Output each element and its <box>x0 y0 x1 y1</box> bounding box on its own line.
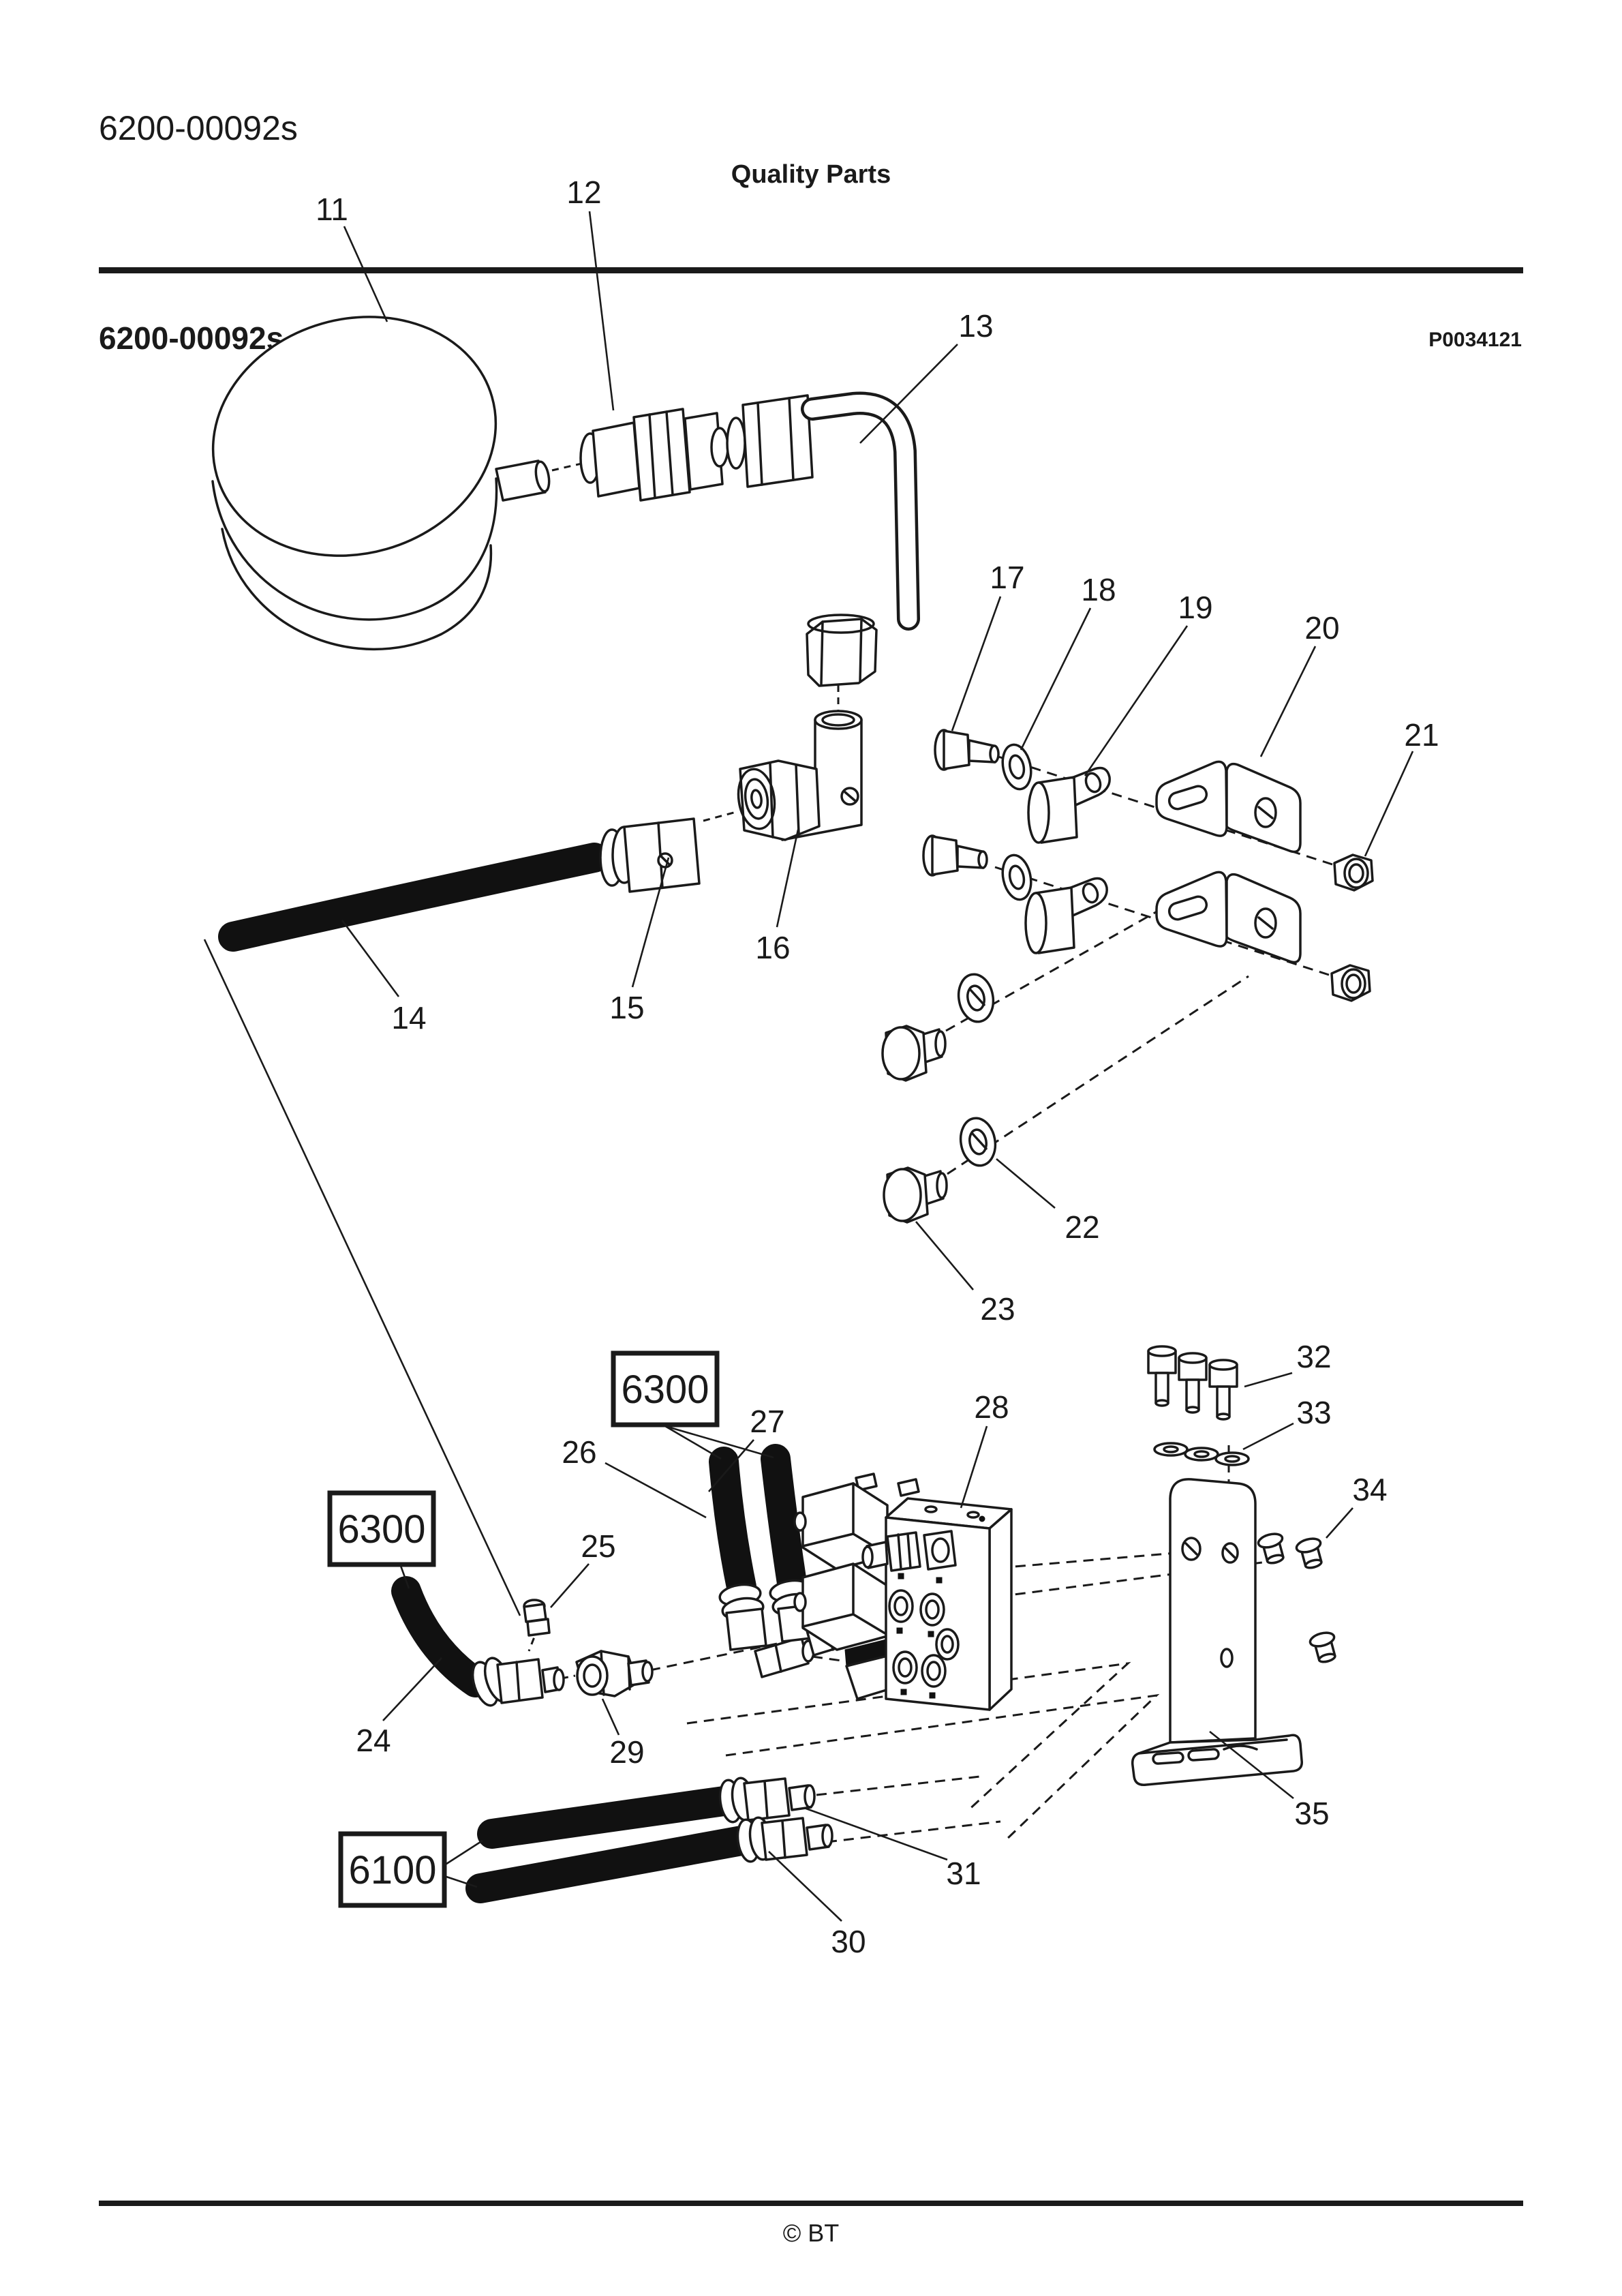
callout-28: 28 <box>974 1389 1009 1425</box>
callout-35: 35 <box>1294 1796 1330 1831</box>
callout-27: 27 <box>750 1404 785 1439</box>
callout-18: 18 <box>1081 572 1116 607</box>
callout-29: 29 <box>609 1734 645 1770</box>
header-doc-number: 6200-00092s <box>99 109 298 147</box>
callout-11: 11 <box>316 192 348 227</box>
callout-22: 22 <box>1065 1209 1100 1245</box>
part-15-hose-fitting <box>600 819 699 892</box>
group-box-bottom-label: 6100 <box>348 1848 437 1892</box>
callout-26: 26 <box>562 1434 597 1470</box>
callout-34: 34 <box>1352 1472 1388 1507</box>
footer-copyright: © BT <box>782 2219 840 2247</box>
callout-33: 33 <box>1296 1395 1332 1430</box>
page-title: 6200-00092s <box>99 320 284 356</box>
callout-14: 14 <box>391 1000 427 1036</box>
callout-25: 25 <box>581 1528 616 1564</box>
group-box-left-label: 6300 <box>337 1507 426 1552</box>
part-25-test-fitting <box>524 1600 549 1635</box>
callout-20: 20 <box>1304 610 1340 646</box>
callout-30: 30 <box>831 1924 866 1959</box>
figure-code: P0034121 <box>1428 329 1522 351</box>
callout-32: 32 <box>1296 1339 1332 1374</box>
group-box-top-label: 6300 <box>621 1368 709 1412</box>
callout-24: 24 <box>356 1723 391 1758</box>
callout-12: 12 <box>566 175 602 210</box>
callout-23: 23 <box>980 1291 1015 1327</box>
callout-21: 21 <box>1404 717 1439 753</box>
callout-13: 13 <box>958 308 994 344</box>
header-rule <box>99 267 1523 273</box>
header-center-title: Quality Parts <box>731 160 891 189</box>
callout-15: 15 <box>609 990 645 1025</box>
callout-19: 19 <box>1178 590 1213 625</box>
callout-17: 17 <box>990 560 1025 595</box>
callout-31: 31 <box>946 1856 981 1891</box>
footer-rule <box>99 2201 1523 2206</box>
callout-16: 16 <box>755 930 791 965</box>
